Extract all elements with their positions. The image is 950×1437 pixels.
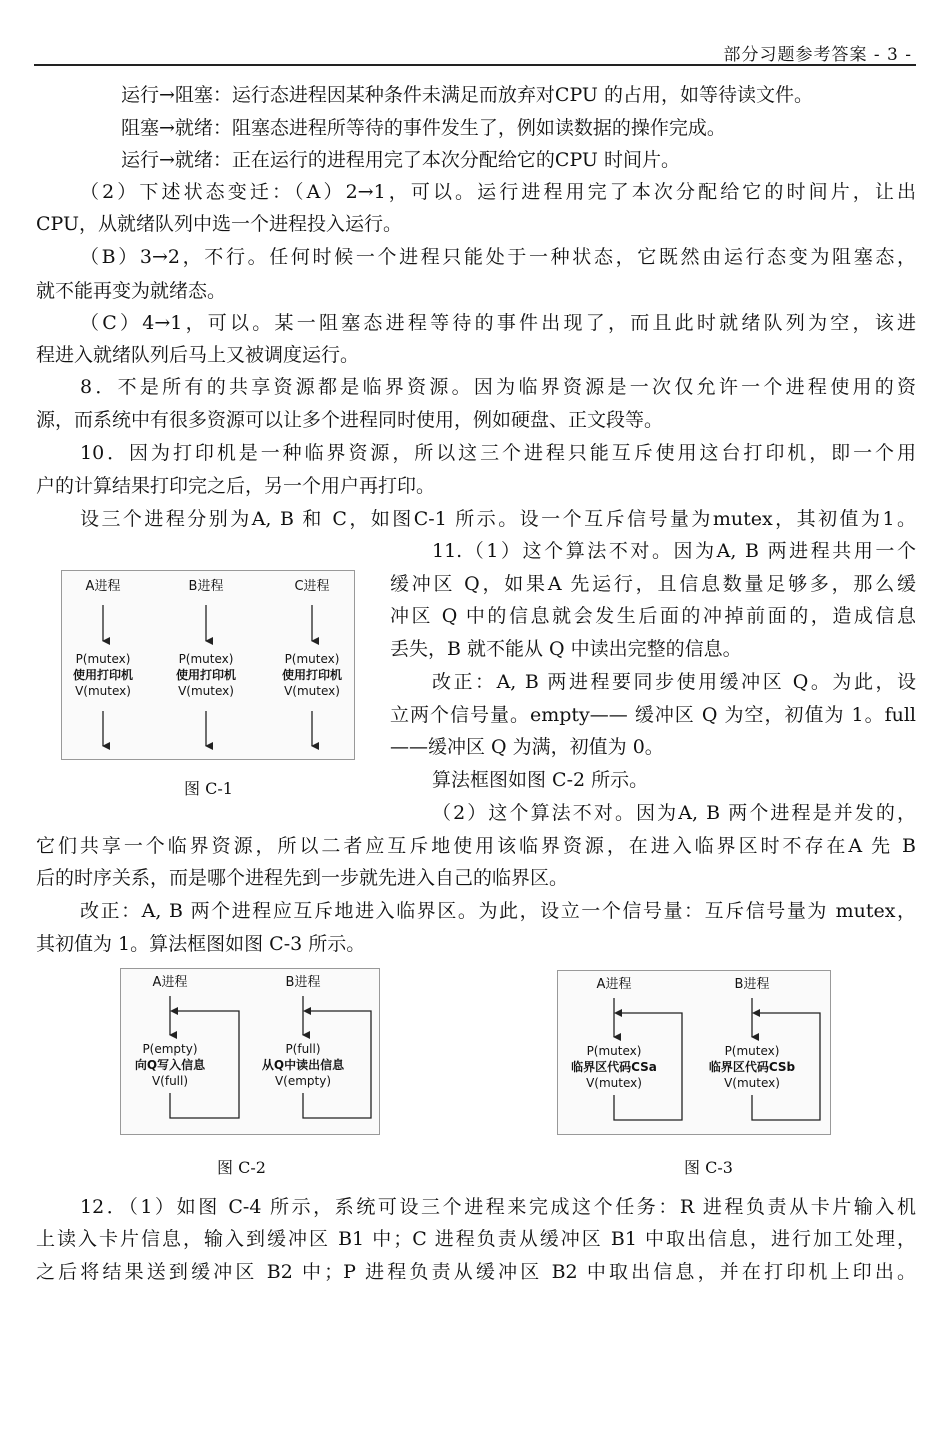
text-line: 11.（1）这个算法不对。因为A, B 两进程共用一个 (432, 540, 916, 562)
header-text: 部分习题参考答案 - 3 - (723, 45, 912, 65)
process-b-title-block (263, 975, 343, 991)
v-operation: V(full) (151, 1074, 189, 1088)
figure-c2-caption: 图 C-2 (217, 1158, 266, 1177)
text-line: 改正：A, B 两个进程应互斥地进入临界区。为此，设立一个信号量：互斥信号量为 mutex， (80, 900, 916, 922)
p-operation: P(mutex) (75, 652, 131, 666)
text-line: 上读入卡片信息，输入到缓冲区 B1 中；C 进程负责从缓冲区 B1 中取出信息，进行加工处理， (36, 1228, 916, 1250)
text-line: 立两个信号量。empty—— 缓冲区 Q 为空，初值为 1。full (390, 704, 916, 726)
v-operation: V(mutex) (178, 684, 234, 698)
p-operation: P(empty) (142, 1042, 198, 1056)
p-operation: P(mutex) (724, 1044, 780, 1058)
text-line: 其初值为 1。算法框图如图 C-3 所示。 (36, 933, 366, 955)
process-a-title-block (130, 975, 210, 991)
process-title: B进程 (734, 977, 770, 992)
text-line: 之后将结果送到缓冲区 B2 中；P 进程负责从缓冲区 B2 中取出信息，并在打印机上印出。 (36, 1261, 916, 1283)
v-operation: V(empty) (274, 1074, 332, 1088)
process-a-block (120, 1041, 220, 1089)
text-line: （B）3→2，不行。任何时候一个进程只能处于一种状态，它既然由运行态变为阻塞态， (80, 246, 916, 268)
p-operation: P(mutex) (284, 652, 340, 666)
text-line: 算法框图如图 C-2 所示。 (432, 769, 649, 791)
text-line: 缓冲区 Q，如果A 先运行，且信息数量足够多，那么缓 (390, 573, 916, 595)
process-title: A进程 (152, 975, 188, 990)
text-line: 源，而系统中有很多资源可以让多个进程同时使用，例如硬盘、正文段等。 (36, 409, 664, 431)
critical-section: 临界区代码CSa (571, 1060, 657, 1074)
critical-section: 使用打印机 (281, 668, 342, 682)
text-line: 后的时序关系，而是哪个进程先到一步就先进入自己的临界区。 (36, 867, 569, 889)
process-title: A进程 (85, 579, 121, 594)
process-a-block (58, 651, 148, 699)
critical-section: 使用打印机 (175, 668, 236, 682)
process-a-title-block (574, 977, 654, 993)
figure-c3 (557, 970, 831, 1135)
text-line: 12．（1）如图 C-4 所示，系统可设三个进程来完成这个任务：R 进程负责从卡片输入机 (80, 1196, 916, 1218)
v-operation: V(mutex) (284, 684, 340, 698)
process-b-block (248, 1041, 358, 1089)
text-line: 户的计算结果打印完之后，另一个用户再打印。 (36, 475, 436, 497)
process-title: C进程 (294, 579, 330, 594)
figure-c1 (61, 570, 355, 760)
process-c-title-block (272, 579, 352, 595)
page-header (34, 38, 916, 66)
critical-section: 使用打印机 (72, 668, 133, 682)
text-line: （2）这个算法不对。因为A, B 两个进程是并发的， (432, 802, 916, 824)
text-line: 运行→就绪：正在运行的进程用完了本次分配给它的CPU 时间片。 (121, 149, 680, 171)
v-operation: V(mutex) (724, 1076, 780, 1090)
process-a-title-block (63, 579, 143, 595)
process-title: A进程 (596, 977, 632, 992)
text-line: 程进入就绪队列后马上又被调度运行。 (36, 344, 360, 366)
p-operation: P(mutex) (586, 1044, 642, 1058)
process-title: B进程 (285, 975, 321, 990)
v-operation: V(mutex) (586, 1076, 642, 1090)
process-title: B进程 (188, 579, 224, 594)
text-line: 运行→阻塞：运行态进程因某种条件未满足而放弃对CPU 的占用，如等待读文件。 (121, 84, 813, 106)
p-operation: P(mutex) (178, 652, 234, 666)
figure-c1-caption: 图 C-1 (184, 779, 233, 798)
text-line: （C）4→1，可以。某一阻塞态进程等待的事件出现了，而且此时就绪队列为空，该进 (80, 312, 916, 334)
critical-section: 从Q中读出信息 (261, 1058, 345, 1072)
text-line: 就不能再变为就绪态。 (36, 280, 227, 302)
text-line: （2）下述状态变迁：（A）2→1，可以。运行进程用完了本次分配给它的时间片，让出 (80, 181, 916, 203)
process-a-block (559, 1043, 669, 1091)
text-line: 阻塞→就绪：阻塞态进程所等待的事件发生了，例如读数据的操作完成。 (121, 117, 726, 139)
figure-c2 (120, 968, 380, 1135)
text-line: 改正：A, B 两进程要同步使用缓冲区 Q。为此，设 (432, 671, 916, 693)
text-line: 设三个进程分别为A, B 和 C，如图C-1 所示。设一个互斥信号量为mutex，其初值为1。 (80, 508, 916, 530)
process-c-block (267, 651, 357, 699)
critical-section: 临界区代码CSb (708, 1060, 796, 1074)
process-b-block (161, 651, 251, 699)
text-line: 丢失，B 就不能从 Q 中读出完整的信息。 (390, 638, 742, 660)
figure-c3-caption: 图 C-3 (684, 1158, 733, 1177)
text-line: CPU，从就绪队列中选一个进程投入运行。 (36, 213, 403, 235)
process-b-block (697, 1043, 807, 1091)
text-line: 10．因为打印机是一种临界资源，所以这三个进程只能互斥使用这台打印机，即一个用 (80, 442, 916, 464)
text-line: ——缓冲区 Q 为满，初值为 0。 (390, 736, 664, 758)
p-operation: P(full) (285, 1042, 321, 1056)
text-line: 它们共享一个临界资源，所以二者应互斥地使用该临界资源，在进入临界区时不存在A 先 B (36, 835, 916, 857)
v-operation: V(mutex) (75, 684, 131, 698)
process-b-title-block (166, 579, 246, 595)
process-b-title-block (712, 977, 792, 993)
text-line: 8．不是所有的共享资源都是临界资源。因为临界资源是一次仅允许一个进程使用的资 (80, 376, 916, 398)
critical-section: 向Q写入信息 (134, 1058, 206, 1072)
text-line: 冲区 Q 中的信息就会发生后面的冲掉前面的，造成信息 (390, 605, 916, 627)
